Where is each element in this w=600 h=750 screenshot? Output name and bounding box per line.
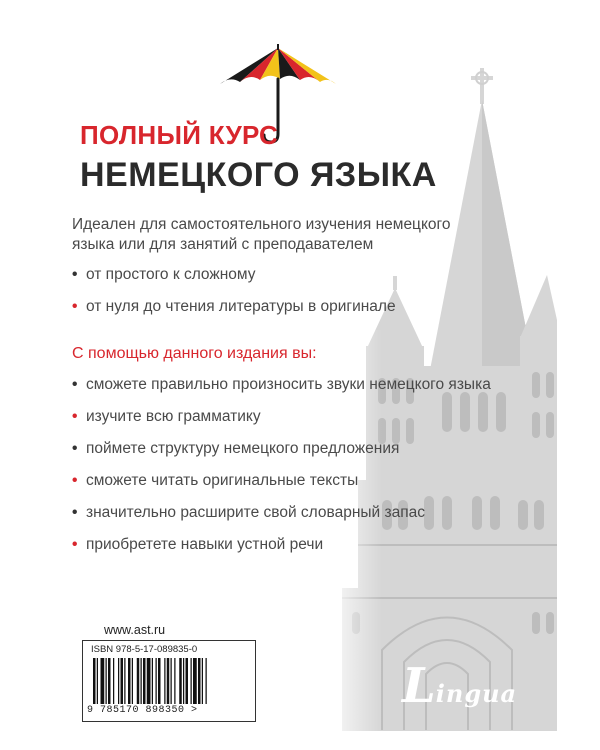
barcode-bar — [171, 658, 172, 704]
feature-text: от нуля до чтения литературы в оригинале — [86, 298, 396, 315]
benefit-item — [72, 407, 491, 439]
benefit-item — [72, 535, 491, 567]
barcode-bar — [118, 658, 119, 704]
barcode-bar — [191, 658, 192, 704]
benefits-heading: С помощью данного издания вы: — [72, 345, 317, 362]
barcode-bar — [143, 658, 146, 704]
benefit-text: сможете правильно произносить звуки немецкого языка — [86, 376, 491, 393]
barcode-number: 9 785170 898350 > — [87, 705, 198, 716]
feature-item — [72, 265, 396, 297]
barcode-bar — [174, 658, 175, 704]
isbn-text: ISBN 978-5-17-089835-0 — [91, 644, 198, 655]
barcode-bar — [156, 658, 157, 704]
barcode-bar — [97, 658, 98, 704]
barcode-bar — [132, 658, 133, 704]
bullet-icon: • — [72, 298, 78, 315]
barcode-bar — [206, 658, 207, 704]
barcode-bar — [141, 658, 142, 704]
barcode-bar — [183, 658, 184, 704]
publisher-website: www.ast.ru — [104, 623, 166, 637]
benefit-item — [72, 503, 491, 535]
barcode-box — [82, 640, 256, 722]
benefits-list — [72, 375, 491, 567]
benefit-item — [72, 471, 491, 503]
barcode-bar — [164, 658, 165, 704]
barcode-bar — [152, 658, 153, 704]
benefit-text: сможете читать оригинальные тексты — [86, 472, 359, 489]
barcode-bar — [101, 658, 105, 704]
barcode-bar — [179, 658, 182, 704]
benefit-text: изучите всю грамматику — [86, 408, 261, 425]
benefit-text: поймете структуру немецкого предложения — [86, 440, 400, 457]
barcode-bars — [93, 658, 245, 704]
bullet-icon: • — [72, 440, 78, 457]
bullet-icon: • — [72, 504, 78, 521]
barcode-bar — [167, 658, 170, 704]
features-list — [72, 265, 396, 329]
feature-item — [72, 297, 396, 329]
book-back-cover — [52, 0, 557, 731]
title-line-2: НЕМЕЦКОГО ЯЗЫКА — [80, 156, 437, 194]
barcode-bar — [193, 658, 197, 704]
logo-initial: L — [402, 658, 436, 714]
barcode-bar — [128, 658, 131, 704]
barcode-bar — [121, 658, 124, 704]
barcode-bar — [106, 658, 107, 704]
benefit-item — [72, 439, 491, 471]
bullet-icon: • — [72, 472, 78, 489]
barcode-bar — [147, 658, 151, 704]
barcode-bar — [124, 658, 125, 704]
lingua-logo — [402, 658, 517, 714]
bullet-icon: • — [72, 408, 78, 425]
bullet-icon: • — [72, 376, 78, 393]
bullet-icon: • — [72, 266, 78, 283]
benefit-text: значительно расширите свой словарный запас — [86, 504, 425, 521]
barcode-bar — [202, 658, 203, 704]
logo-text: ingua — [435, 679, 518, 708]
benefit-item — [72, 375, 491, 407]
feature-text: от простого к сложному — [86, 266, 256, 283]
bullet-icon: • — [72, 536, 78, 553]
barcode-bar — [158, 658, 161, 704]
intro-text: Идеален для самостоятельного изучения немецкого языка или для занятий с преподавателем — [72, 216, 451, 253]
barcode-bar — [93, 658, 96, 704]
barcode-bar — [198, 658, 201, 704]
barcode-bar — [108, 658, 111, 704]
title-line-1: ПОЛНЫЙ КУРС — [80, 120, 279, 150]
barcode-bar — [186, 658, 189, 704]
benefit-text: приобретете навыки устной речи — [86, 536, 324, 553]
barcode-bar — [137, 658, 140, 704]
barcode-bar — [113, 658, 114, 704]
